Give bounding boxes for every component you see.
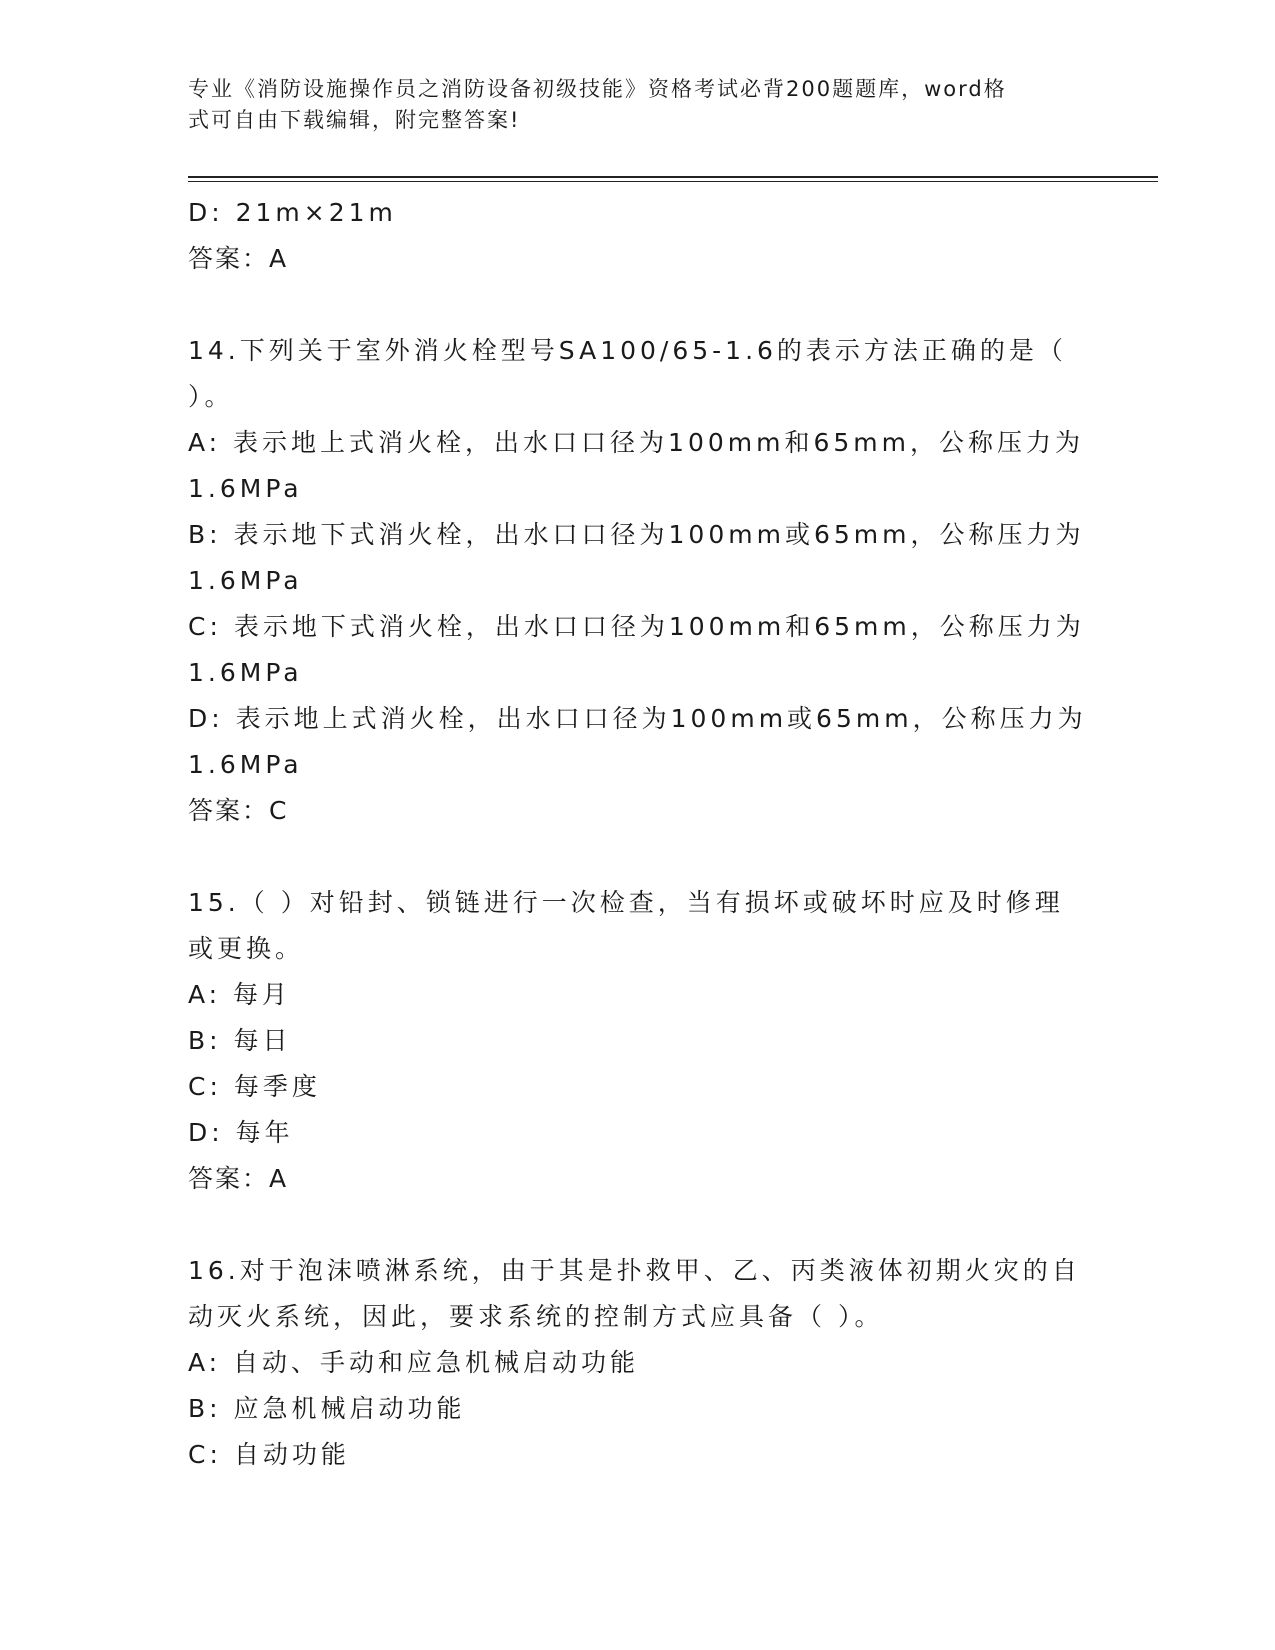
spacer [188,282,1088,328]
q15-answer: 答案：A [188,1164,289,1193]
q16-option-a: A: 自动、手动和应急机械启动功能 [188,1348,640,1377]
q14-option-c-cont: 1.6MPa [188,658,303,687]
spacer [188,834,1088,880]
q13-answer: 答案：A [188,244,289,273]
q16-stem-cont: 动灭火系统，因此，要求系统的控制方式应具备（ ）。 [188,1302,884,1331]
header-divider-thick [188,176,1158,178]
q15-option-d: D: 每年 [188,1118,294,1147]
q14-option-b-cont: 1.6MPa [188,566,303,595]
q14-stem: 14.下列关于室外消火栓型号SA100/65-1.6的表示方法正确的是（ [188,336,1067,365]
q16-option-b: B: 应急机械启动功能 [188,1394,466,1423]
q15-option-c: C: 每季度 [188,1072,321,1101]
header-line-1: 专业《消防设施操作员之消防设备初级技能》资格考试必背200题题库，word格 [188,77,1007,101]
document-header [188,74,1068,136]
q14-option-b: B: 表示地下式消火栓，出水口口径为100mm或65mm，公称压力为 [188,520,1085,549]
header-divider-thin [188,181,1158,182]
q15-stem-cont: 或更换。 [188,934,305,963]
q16-option-c: C: 自动功能 [188,1440,350,1469]
q14-option-c: C: 表示地下式消火栓，出水口口径为100mm和65mm，公称压力为 [188,612,1085,641]
spacer [188,1202,1088,1248]
q14-option-d: D: 表示地上式消火栓，出水口口径为100mm或65mm，公称压力为 [188,704,1087,733]
q13-option-d: D: 21m×21m [188,198,397,227]
q16-stem: 16.对于泡沫喷淋系统，由于其是扑救甲、乙、丙类液体初期火灾的自 [188,1256,1081,1285]
q14-option-d-cont: 1.6MPa [188,750,303,779]
q14-answer: 答案：C [188,796,289,825]
question-content [188,190,1088,1478]
q15-option-a: A: 每月 [188,980,292,1009]
q14-stem-cont: ）。 [188,382,234,411]
header-line-2: 式可自由下载编辑，附完整答案! [188,108,521,132]
q15-stem: 15.（ ）对铅封、锁链进行一次检查，当有损坏或破坏时应及时修理 [188,888,1064,917]
q14-option-a: A: 表示地上式消火栓，出水口口径为100mm和65mm，公称压力为 [188,428,1084,457]
q14-option-a-cont: 1.6MPa [188,474,303,503]
q15-option-b: B: 每日 [188,1026,292,1055]
